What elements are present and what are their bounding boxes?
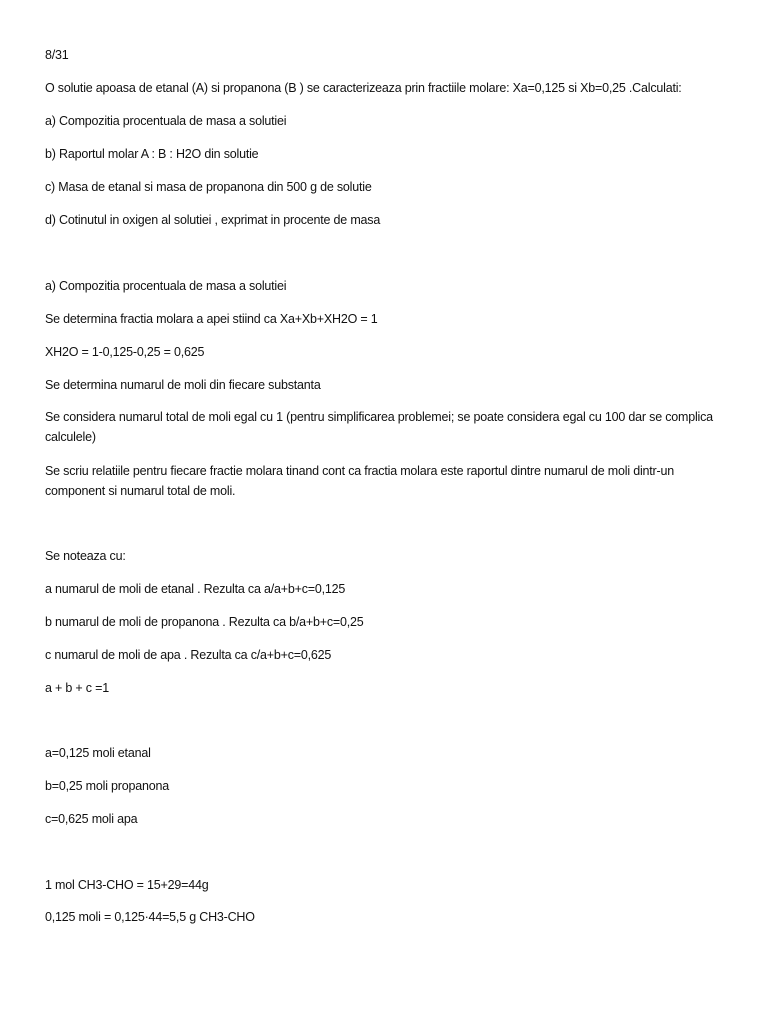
notation-item: b numarul de moli de propanona . Rezulta ca b/a+b+c=0,25 bbox=[45, 615, 364, 629]
notation-item: a + b + c =1 bbox=[45, 681, 109, 695]
page-label: 8/31 bbox=[45, 48, 69, 62]
solution-step: Se determina numarul de moli din fiecare substanta bbox=[45, 378, 321, 392]
task-c: c) Masa de etanal si masa de propanona din 500 g de solutie bbox=[45, 180, 372, 194]
problem-statement: O solutie apoasa de etanal (A) si propanona (B ) se caracterizeaza prin fractiile molare: Xa=0,125 si Xb=0,25 .Calculati: bbox=[45, 81, 682, 95]
solution-step: Se considera numarul total de moli egal cu 1 (pentru simplificarea problemei; se poate considera egal cu 100 dar se complica calculele) bbox=[45, 410, 713, 444]
result-item: c=0,625 moli apa bbox=[45, 812, 138, 826]
task-a: a) Compozitia procentuala de masa a solutiei bbox=[45, 114, 287, 128]
solution-step: Se scriu relatiile pentru fiecare fractie molara tinand cont ca fractia molara este raportul dintre numarul de moli dintr-un component si numarul total de moli. bbox=[45, 464, 674, 498]
task-d: d) Cotinutul in oxigen al solutiei , exprimat in procente de masa bbox=[45, 213, 381, 227]
result-item: b=0,25 moli propanona bbox=[45, 779, 170, 793]
notation-heading: Se noteaza cu: bbox=[45, 549, 126, 563]
solution-heading: a) Compozitia procentuala de masa a solutiei bbox=[45, 279, 287, 293]
solution-step: Se determina fractia molara a apei stiind ca Xa+Xb+XH2O = 1 bbox=[45, 312, 378, 326]
result-item: a=0,125 moli etanal bbox=[45, 746, 151, 760]
mass-calc-line: 0,125 moli = 0,125·44=5,5 g CH3-CHO bbox=[45, 910, 255, 924]
notation-item: a numarul de moli de etanal . Rezulta ca a/a+b+c=0,125 bbox=[45, 582, 346, 596]
notation-item: c numarul de moli de apa . Rezulta ca c/a+b+c=0,625 bbox=[45, 648, 332, 662]
mass-calc-line: 1 mol CH3-CHO = 15+29=44g bbox=[45, 878, 209, 892]
task-b: b) Raportul molar A : B : H2O din solutie bbox=[45, 147, 259, 161]
solution-step: XH2O = 1-0,125-0,25 = 0,625 bbox=[45, 345, 205, 359]
